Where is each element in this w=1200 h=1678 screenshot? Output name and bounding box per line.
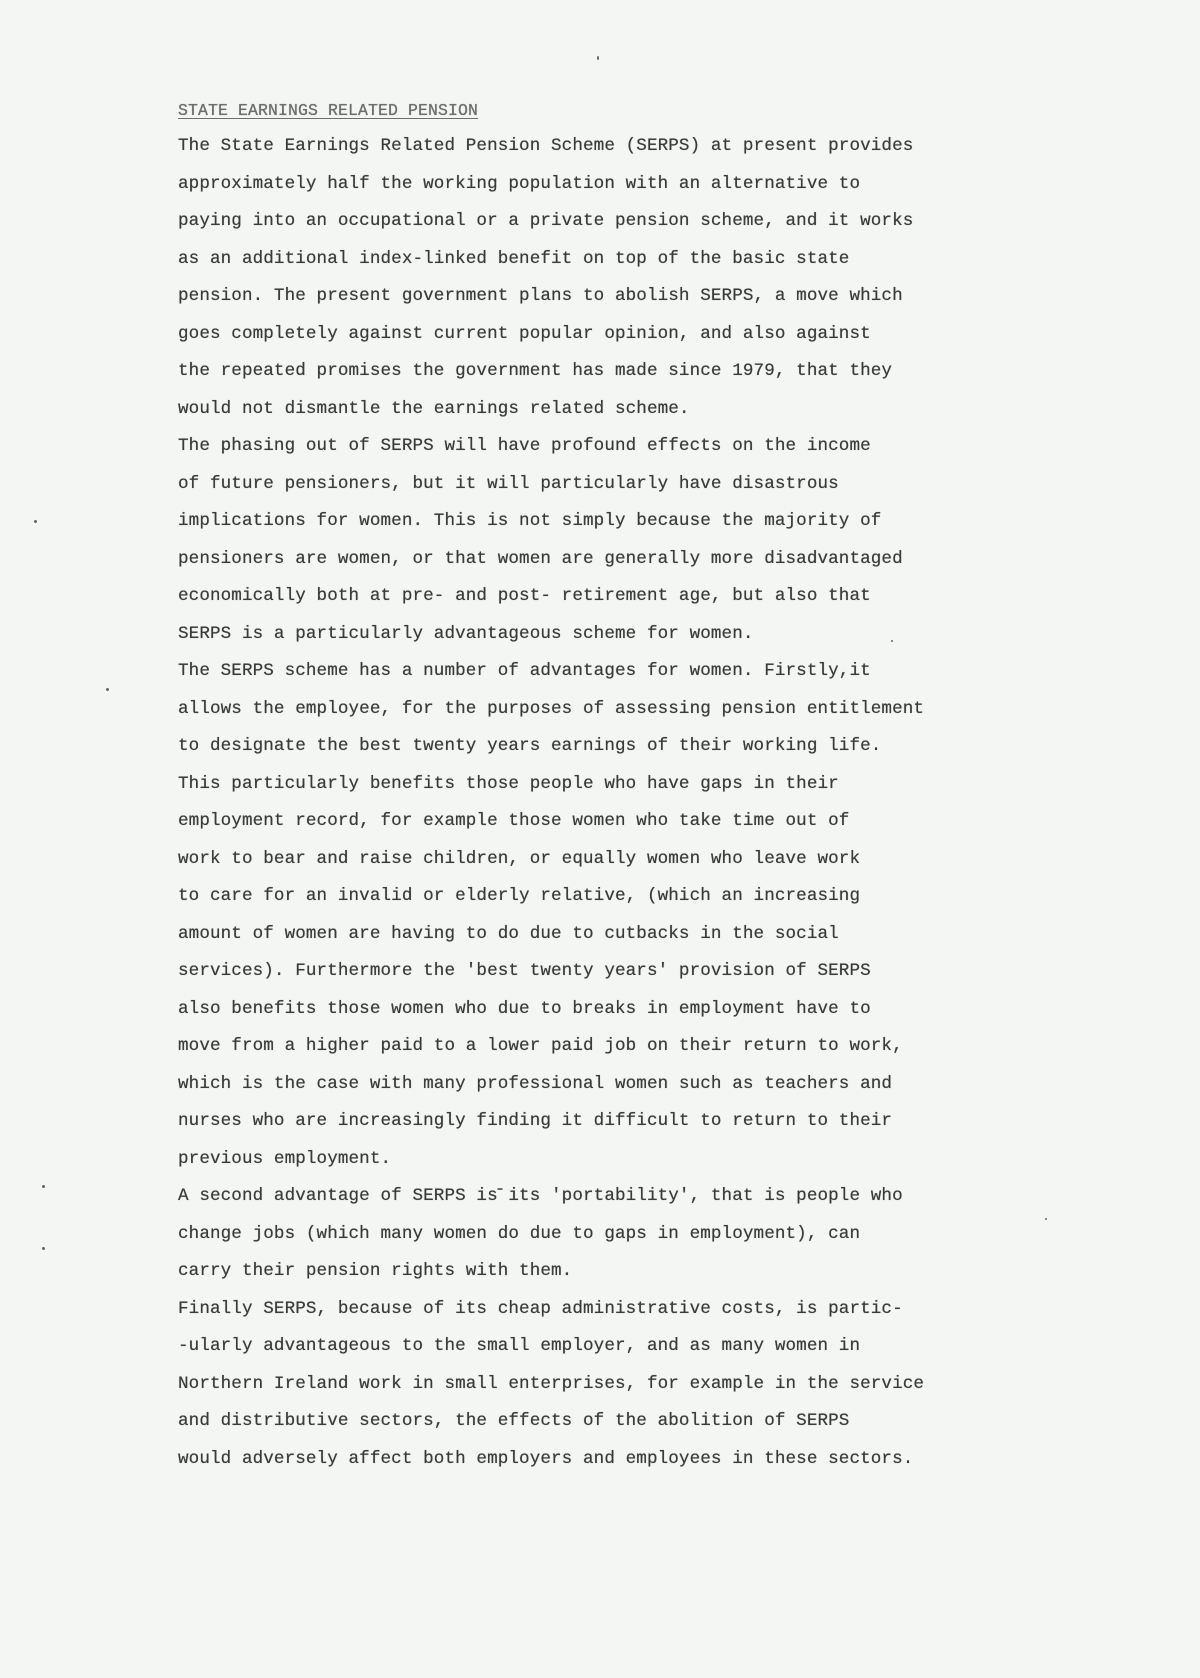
margin-speck [106,688,109,691]
text-line: SERPS is a particularly advantageous scheme for women. [178,623,754,644]
paragraph-3 [178,653,1058,1178]
text-line: previous employment. [178,1148,392,1169]
text-line: move from a higher paid to a lower paid job on their return to work, [178,1036,903,1056]
paragraph-2 [178,428,1058,653]
text-line: Northern Ireland work in small enterprises, for example in the service [178,1373,925,1394]
margin-speck [597,56,599,60]
margin-speck [42,1247,45,1250]
document-title: STATE EARNINGS RELATED PENSION [178,101,479,120]
text-line: implications for women. This is not simply because the majority of [178,511,882,531]
typed-document [178,96,1058,1478]
text-line: would adversely affect both employers and employees in these sectors. [178,1448,914,1469]
text-line: paying into an occupational or a private pension scheme, and it works [178,211,914,231]
text-line: Finally SERPS, because of its cheap administrative costs, is partic- [178,1298,903,1319]
text-line: which is the case with many professional women such as teachers and [178,1073,893,1094]
text-line: The phasing out of SERPS will have profound effects on the income [178,436,871,456]
text-line: allows the employee, for the purposes of assessing pension entitlement [178,698,925,719]
text-line: to designate the best twenty years earnings of their working life. [178,736,882,756]
text-line: carry their pension rights with them. [178,1261,573,1281]
text-line: goes completely against current popular opinion, and also against [178,323,871,344]
document-body [178,128,1058,1478]
text-line: also benefits those women who due to breaks in employment have to [178,998,871,1019]
text-line: as an additional index-linked benefit on top of the basic state [178,248,850,269]
text-line: to care for an invalid or elderly relative, (which an increasing [178,886,861,906]
margin-speck [42,1185,45,1188]
paragraph-1 [178,128,1058,428]
text-line: amount of women are having to do due to cutbacks in the social [178,923,839,944]
text-line: pension. The present government plans to abolish SERPS, a move which [178,286,903,306]
text-line: The SERPS scheme has a number of advantages for women. Firstly,it [178,661,871,681]
text-line: the repeated promises the government has made since 1979, that they [178,361,893,381]
text-line: This particularly benefits those people who have gaps in their [178,773,839,794]
text-line: -ularly advantageous to the small employer, and as many women in [178,1336,861,1356]
text-line: approximately half the working population with an alternative to [178,173,861,194]
text-line: work to bear and raise children, or equally women who leave work [178,848,861,869]
text-line: would not dismantle the earnings related scheme. [178,398,690,419]
text-line: of future pensioners, but it will particularly have disastrous [178,473,839,494]
text-line: services). Furthermore the 'best twenty years' provision of SERPS [178,961,871,981]
text-line: nurses who are increasingly finding it difficult to return to their [178,1111,893,1131]
text-line: pensioners are women, or that women are generally more disadvantaged [178,548,903,569]
paragraph-4 [178,1178,1058,1291]
text-line: change jobs (which many women do due to gaps in employment), can [178,1223,861,1244]
text-line: A second advantage of SERPS is its 'portability', that is people who [178,1186,903,1206]
text-line: economically both at pre- and post- retirement age, but also that [178,586,871,606]
paragraph-5 [178,1291,1058,1479]
text-line: and distributive sectors, the effects of the abolition of SERPS [178,1411,850,1431]
margin-speck [34,520,37,523]
text-line: employment record, for example those women who take time out of [178,811,850,831]
text-line: The State Earnings Related Pension Scheme (SERPS) at present provides [178,136,914,156]
